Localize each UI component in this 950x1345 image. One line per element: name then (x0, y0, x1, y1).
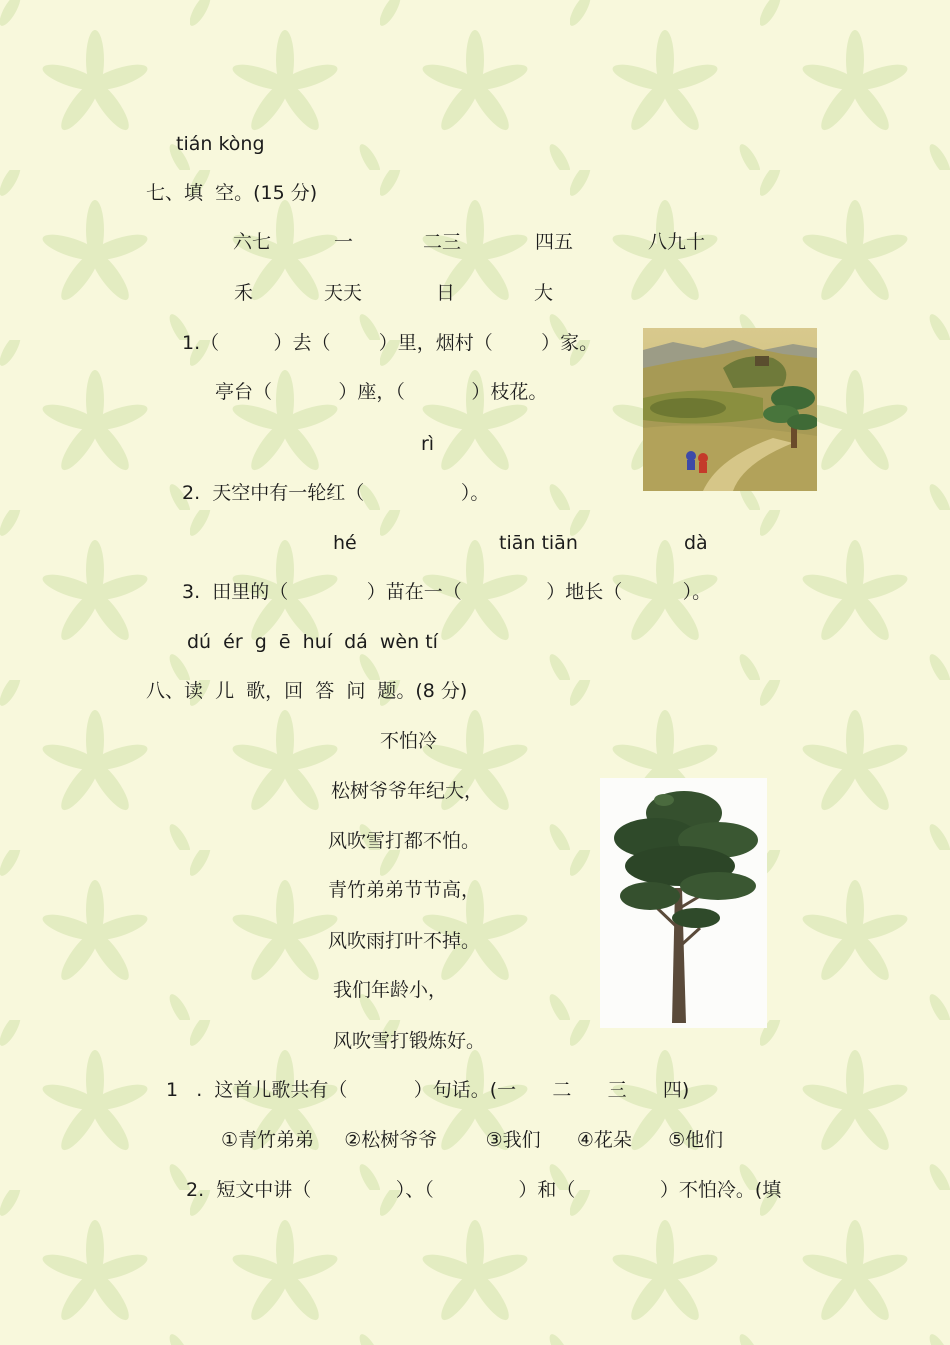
poem-line: 我们年龄小， (333, 979, 448, 1001)
word-bank-item: 一 (334, 231, 354, 253)
word-bank-item: 日 (436, 282, 456, 304)
poem-line: 风吹雪打都不怕。 (328, 830, 481, 852)
landscape-painting (643, 328, 817, 491)
pinyin-tian-kong: tián kòng (176, 133, 265, 155)
poem-line: 风吹雪打锻炼好。 (333, 1030, 486, 1052)
word-bank-item: 禾 (234, 282, 254, 304)
poem-line: 松树爷爷年纪大， (331, 780, 484, 802)
question-7-3: 3. 田里的（ ）苗在一（ ）地长（ ）。 (182, 581, 712, 603)
pinyin-du-er-ge: dú ér g ē huí dá wèn tí (187, 631, 438, 653)
word-bank-item: 六七 (233, 231, 272, 253)
word-bank-item: 二三 (423, 231, 462, 253)
word-bank-item: 四五 (535, 231, 574, 253)
word-bank-item: 八九十 (648, 231, 706, 253)
question-7-1-line-1: 1.（ ）去（ ）里，烟村（ ）家。 (182, 332, 599, 354)
question-7-1-line-2: 亭台（ ）座，（ ）枝花。 (215, 381, 548, 403)
poem-line: 青竹弟弟节节高， (328, 879, 481, 901)
question-8-2: 2. 短文中讲（ ）、（ ）和（ ）不怕冷。(填 (186, 1179, 782, 1201)
pine-tree-photo (600, 778, 767, 1028)
poem-title: 不怕冷 (380, 730, 438, 752)
word-bank-item: 大 (534, 282, 554, 304)
word-bank-item: 天天 (324, 282, 363, 304)
question-8-2-options: ①青竹弟弟 ②松树爷爷 ③我们 ④花朵 ⑤他们 (221, 1129, 724, 1151)
question-8-1: 1 . 这首儿歌共有（ ）句话。(一 二 三 四) (166, 1079, 690, 1101)
poem-line: 风吹雨打叶不掉。 (328, 930, 481, 952)
section-8-heading: 八、读 儿 歌，回 答 问 题。(8 分) (146, 680, 468, 702)
pinyin-da: dà (684, 532, 708, 554)
pinyin-he: hé (333, 532, 357, 554)
pinyin-ri: rì (421, 433, 435, 455)
question-7-2: 2. 天空中有一轮红（ ）。 (182, 482, 490, 504)
section-7-heading: 七、填 空。(15 分) (146, 182, 318, 204)
pinyin-tian-tian: tiān tiān (499, 532, 578, 554)
